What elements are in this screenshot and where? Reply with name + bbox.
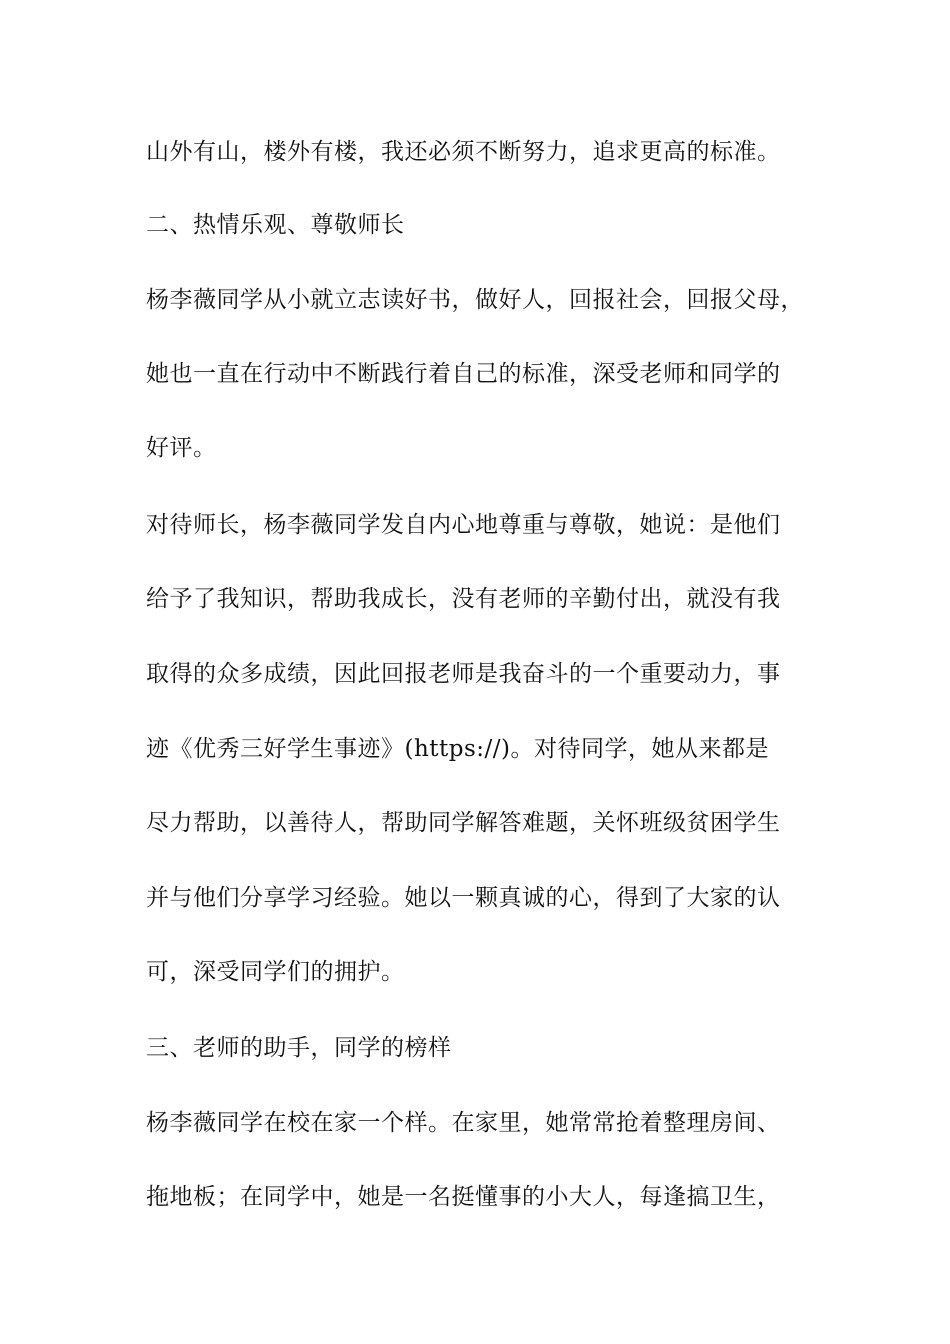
section-heading: 二、热情乐观、尊敬师长 bbox=[146, 212, 405, 238]
text-line: 山外有山，楼外有楼，我还必须不断努力，追求更高的标准。 bbox=[146, 139, 781, 165]
text-line: 杨李薇同学从小就立志读好书，做好人，回报社会，回报父母， bbox=[146, 287, 804, 313]
text-line: 可，深受同学们的拥护。 bbox=[146, 959, 405, 985]
text-line: 拖地板；在同学中，她是一名挺懂事的小大人，每逢搞卫生， bbox=[146, 1184, 781, 1210]
text-line: 并与他们分享学习经验。她以一颗真诚的心，得到了大家的认 bbox=[146, 885, 781, 911]
text-line: 取得的众多成绩，因此回报老师是我奋斗的一个重要动力，事 bbox=[146, 661, 781, 687]
text-line: 杨李薇同学在校在家一个样。在家里，她常常抢着整理房间、 bbox=[146, 1110, 781, 1136]
text-line: 好评。 bbox=[146, 435, 217, 461]
text-line: 给予了我知识，帮助我成长，没有老师的辛勤付出，就没有我 bbox=[146, 586, 781, 612]
text-line: 她也一直在行动中不断践行着自己的标准，深受老师和同学的 bbox=[146, 361, 781, 387]
text-line: 迹《优秀三好学生事迹》(https://)。对待同学，她从来都是 bbox=[146, 736, 770, 762]
section-heading: 三、老师的助手，同学的榜样 bbox=[146, 1035, 452, 1061]
text-line: 对待师长，杨李薇同学发自内心地尊重与尊敬，她说：是他们 bbox=[146, 512, 781, 538]
text-line: 尽力帮助，以善待人，帮助同学解答难题，关怀班级贫困学生 bbox=[146, 810, 781, 836]
